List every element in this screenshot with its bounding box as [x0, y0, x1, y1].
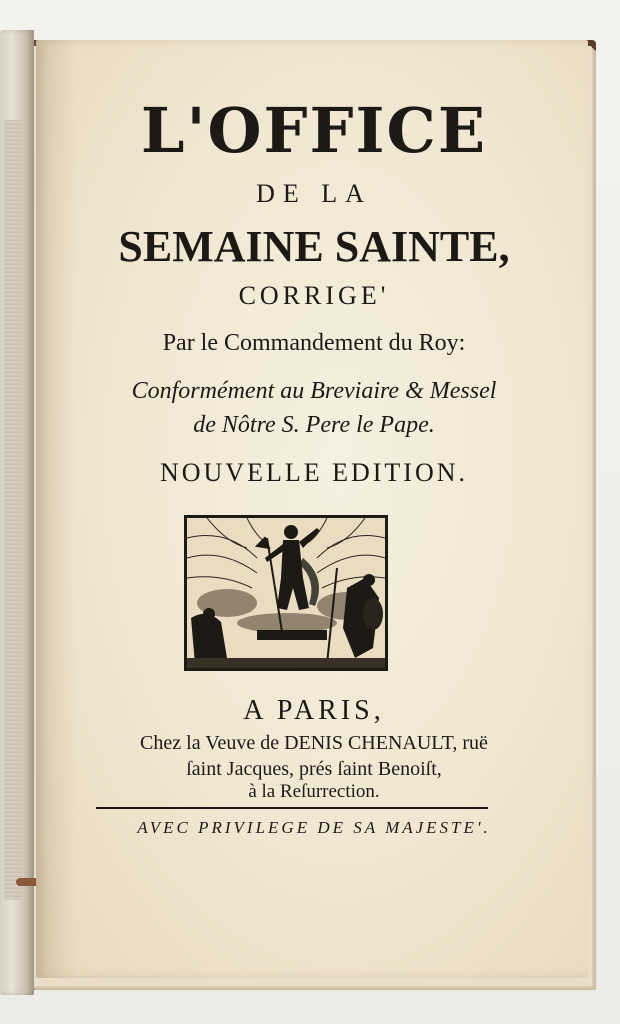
woodcut-illustration	[187, 518, 385, 668]
corrige-line: CORRIGE'	[238, 281, 390, 310]
imprint-address-line: ſaint Jacques, prés ſaint Benoiſt,	[186, 758, 442, 780]
imprint-printer-line: Chez la Veuve de DENIS CHENAULT, ruë	[140, 732, 488, 754]
conformement-line: Conformément au Breviaire & Messel	[131, 378, 497, 404]
edition-line: NOUVELLE EDITION.	[159, 458, 469, 487]
book-spine	[0, 30, 34, 995]
horizontal-rule	[96, 807, 488, 809]
book-title: L'OFFICE	[140, 94, 488, 167]
subtitle-de-la: DE LA	[256, 179, 372, 208]
subtitle-semaine-sainte: SEMAINE SAINTE,	[118, 222, 510, 271]
imprint-sign-line: à la Reſurrection.	[248, 781, 380, 802]
commandement-line: Par le Commandement du Roy:	[162, 330, 466, 356]
resurrection-woodcut-image	[184, 515, 388, 671]
imprint-city: A PARIS,	[243, 695, 385, 726]
privilege-line: AVEC PRIVILEGE DE SA MAJESTE'.	[137, 818, 491, 837]
pape-line: de Nôtre S. Pere le Pape.	[193, 412, 435, 438]
spine-cloth	[4, 120, 22, 900]
